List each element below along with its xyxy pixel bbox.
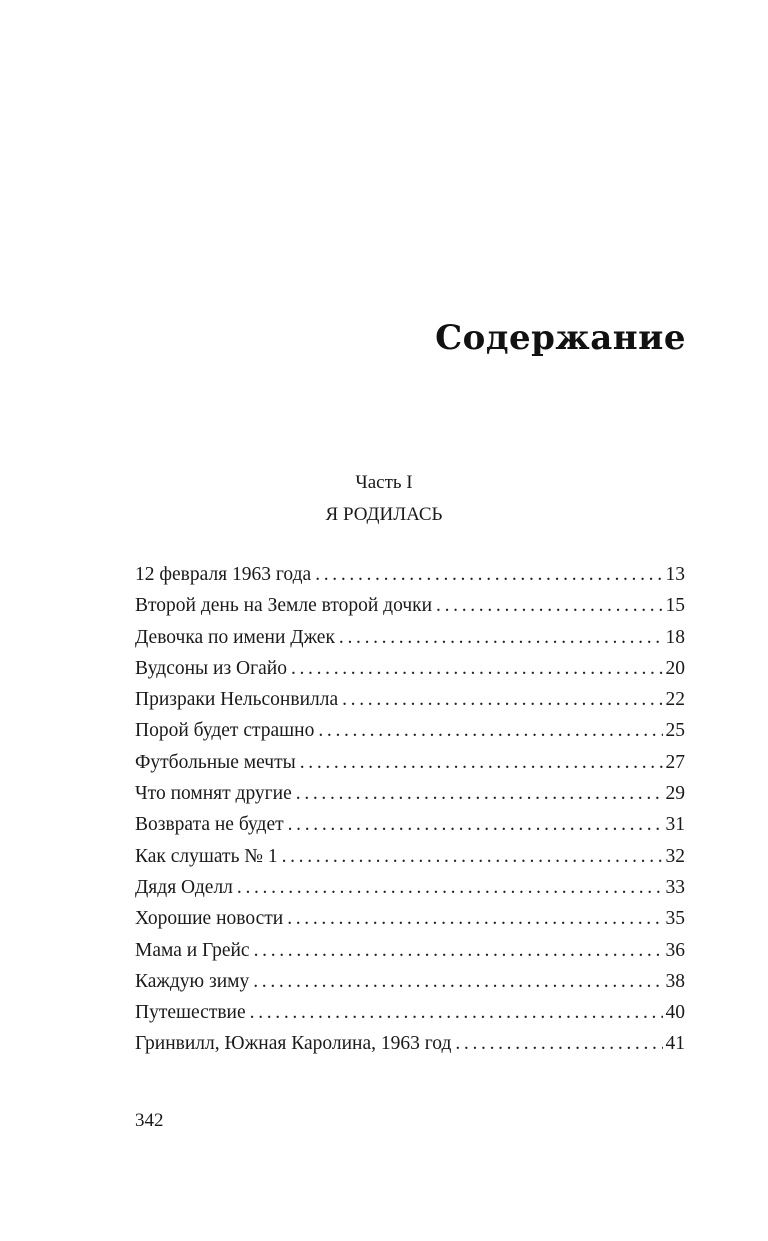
dot-leader [250, 1002, 663, 1024]
toc-entry-title: Мама и Грейс [135, 939, 250, 961]
toc-entry-title: Вудсоны из Огайо [135, 657, 287, 679]
dot-leader [287, 908, 662, 930]
toc-entry-page: 36 [665, 939, 685, 961]
toc-entry[interactable] [135, 783, 685, 814]
toc-entry[interactable] [135, 1033, 685, 1064]
dot-leader [291, 658, 663, 680]
toc-entry-page: 40 [665, 1002, 685, 1024]
dot-leader [436, 595, 662, 617]
toc-entry[interactable] [135, 846, 685, 877]
toc-entry-title: Возврата не будет [135, 814, 284, 836]
toc-entry-page: 25 [665, 720, 685, 742]
toc-entry-title: Что помнят другие [135, 783, 292, 805]
toc-entry-page: 31 [665, 814, 685, 836]
toc-entry-title: Хорошие новости [135, 908, 284, 930]
dot-leader [253, 971, 662, 993]
dot-leader [300, 752, 663, 774]
toc-entry-title: Порой будет страшно [135, 720, 315, 742]
toc-entry[interactable] [135, 720, 685, 751]
toc-entry[interactable] [135, 940, 685, 971]
toc-entry-title: Путешествие [135, 1002, 246, 1024]
toc-entry[interactable] [135, 658, 685, 689]
toc-entry[interactable] [135, 627, 685, 658]
toc-entry[interactable] [135, 1002, 685, 1033]
toc-entry-title: Призраки Нельсонвилла [135, 689, 339, 711]
toc-entry-page: 35 [665, 908, 685, 930]
toc-entry[interactable] [135, 814, 685, 845]
toc-entry-page: 32 [665, 845, 685, 867]
dot-leader [342, 689, 662, 711]
part-label: Часть I [355, 472, 413, 493]
table-of-contents [135, 564, 685, 1065]
toc-entry-page: 20 [665, 657, 685, 679]
toc-entry-page: 15 [665, 595, 685, 617]
dot-leader [237, 877, 663, 899]
toc-entry-page: 29 [665, 783, 685, 805]
toc-entry-title: Футбольные мечты [135, 751, 296, 773]
toc-entry-page: 18 [665, 626, 685, 648]
dot-leader [288, 814, 663, 836]
toc-entry-page: 41 [665, 1033, 685, 1055]
dot-leader [296, 783, 663, 805]
dot-leader [339, 627, 663, 649]
dot-leader [254, 940, 663, 962]
toc-entry[interactable] [135, 971, 685, 1002]
part-title: Я РОДИЛАСЬ [325, 504, 443, 525]
page-number: 342 [135, 1110, 164, 1131]
toc-entry[interactable] [135, 752, 685, 783]
toc-entry[interactable] [135, 689, 685, 720]
dot-leader [318, 720, 662, 742]
dot-leader [282, 846, 663, 868]
toc-entry-title: 12 февраля 1963 года [135, 564, 312, 585]
toc-entry-page: 33 [665, 876, 685, 898]
toc-entry-page: 38 [665, 970, 685, 992]
toc-entry[interactable] [135, 564, 685, 595]
toc-entry[interactable] [135, 877, 685, 908]
toc-entry[interactable] [135, 595, 685, 626]
dot-leader [455, 1033, 662, 1055]
toc-entry-title: Как слушать № 1 [135, 845, 278, 867]
toc-entry[interactable] [135, 908, 685, 939]
toc-entry-title: Каждую зиму [135, 970, 250, 992]
toc-entry-page: 22 [665, 689, 685, 711]
page-title: Содержание [435, 318, 686, 358]
toc-entry-title: Девочка по имени Джек [135, 626, 335, 648]
toc-entry-title: Второй день на Земле второй дочки [135, 595, 433, 617]
toc-entry-page: 13 [665, 564, 685, 585]
toc-entry-title: Дядя Оделл [135, 876, 233, 898]
toc-entry-title: Гринвилл, Южная Каролина, 1963 год [135, 1033, 452, 1055]
dot-leader [315, 564, 662, 586]
toc-entry-page: 27 [665, 751, 685, 773]
